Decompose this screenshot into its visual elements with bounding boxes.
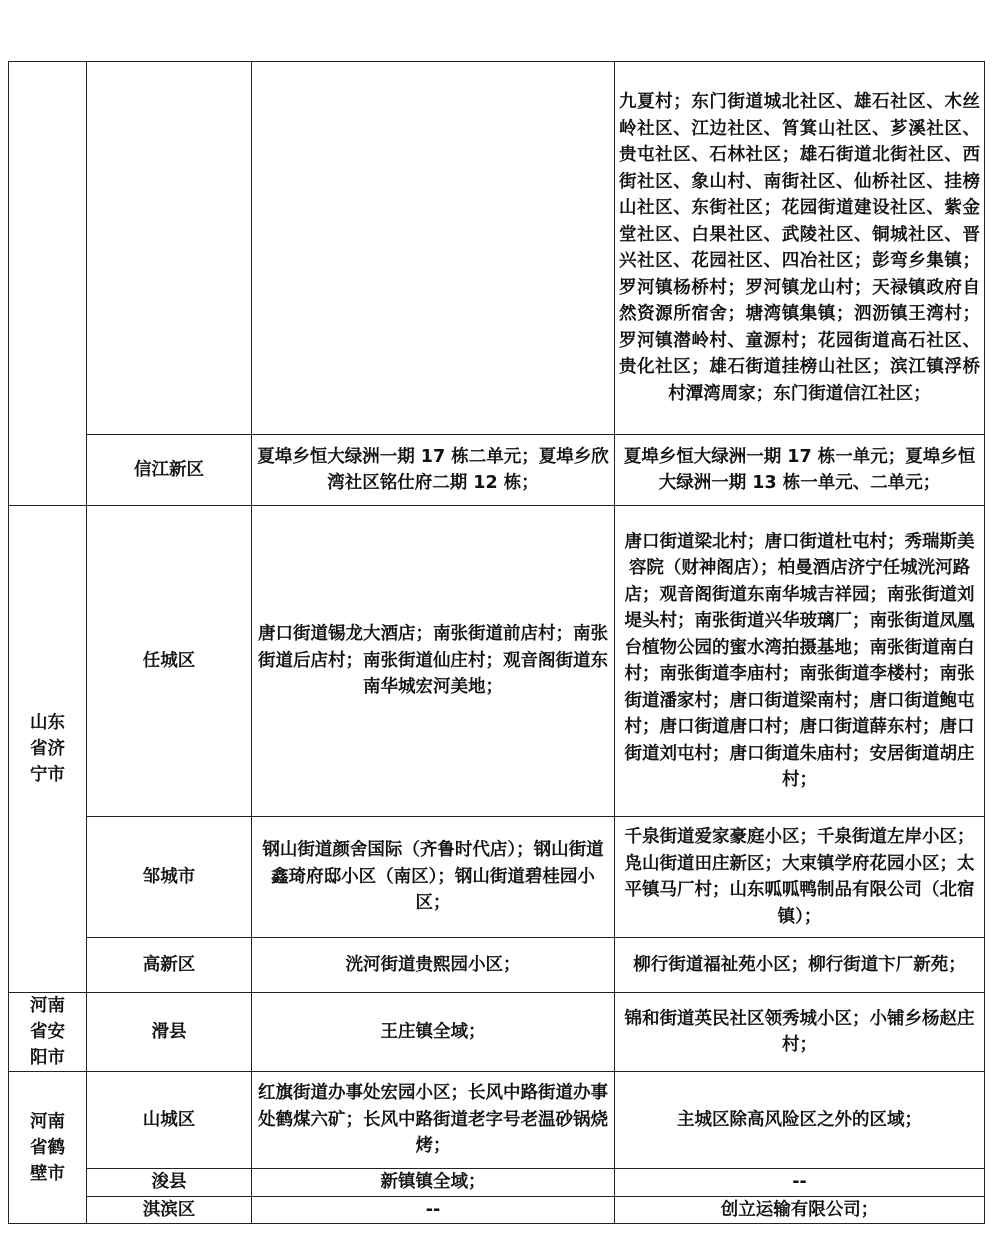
table-row <box>9 62 985 435</box>
district-cell: 淇滨区 <box>87 1196 252 1224</box>
table-row <box>9 1196 985 1224</box>
table-row <box>9 817 985 938</box>
district-cell: 邹城市 <box>87 817 252 938</box>
table-row <box>9 435 985 506</box>
risk-area-table <box>8 61 985 1224</box>
high-risk-cell: 夏埠乡恒大绿洲一期 17 栋二单元；夏埠乡欣湾社区铭仕府二期 12 栋； <box>252 435 615 506</box>
high-risk-cell: 王庄镇全域； <box>252 993 615 1072</box>
medium-risk-cell: 夏埠乡恒大绿洲一期 17 栋一单元；夏埠乡恒大绿洲一期 13 栋一单元、二单元； <box>615 435 985 506</box>
medium-risk-cell: 创立运输有限公司； <box>615 1196 985 1224</box>
medium-risk-cell: 九夏村；东门街道城北社区、雄石社区、木丝岭社区、江边社区、筲箕山社区、芗溪社区、贵屯社区、石林社区；雄石街道北街社区、西街社区、象山村、南街社区、仙桥社区、挂榜山社区、东街社区；花园街道建设社区、紫金堂社区、白果社区、武陵社区、铜城社区、晋兴社区、花园社区、四冶社区；彭弯乡集镇；罗河镇杨桥村；罗河镇龙山村；天禄镇政府自然资源所宿舍；塘湾镇集镇；泗沥镇王湾村；罗河镇潜岭村、童源村；花园街道高石社区、贵化社区；雄石街道挂榜山社区；滨江镇浮桥村潭湾周家；东门街道信江社区； <box>615 62 985 435</box>
table-row <box>9 993 985 1072</box>
high-risk-cell <box>252 62 615 435</box>
medium-risk-cell: -- <box>615 1169 985 1197</box>
table-row <box>9 938 985 993</box>
high-risk-cell: 红旗街道办事处宏园小区；长风中路街道办事处鹤煤六矿；长风中路街道老字号老温砂锅烧烤； <box>252 1072 615 1169</box>
table-row <box>9 1169 985 1197</box>
table-row <box>9 1072 985 1169</box>
high-risk-cell: 新镇镇全域； <box>252 1169 615 1197</box>
medium-risk-cell: 唐口街道梁北村；唐口街道杜屯村；秀瑞斯美容院（财神阁店）；柏曼酒店济宁任城洸河路店；观音阁街道东南华城吉祥园；南张街道刘堤头村；南张街道兴华玻璃厂；南张街道凤凰台植物公园的蜜水湾拍摄基地；南张街道南白村；南张街道李庙村；南张街道李楼村；南张街道潘家村；唐口街道梁南村；唐口街道鲍屯村；唐口街道唐口村；唐口街道薛东村；唐口街道刘屯村；唐口街道朱庙村；安居街道胡庄村； <box>615 506 985 817</box>
medium-risk-cell: 主城区除高风险区之外的区域； <box>615 1072 985 1169</box>
district-cell: 山城区 <box>87 1072 252 1169</box>
province-cell <box>9 62 87 506</box>
province-cell: 河南省鹤壁市 <box>9 1072 87 1224</box>
district-cell: 滑县 <box>87 993 252 1072</box>
high-risk-cell: 唐口街道锡龙大酒店；南张街道前店村；南张街道后店村；南张街道仙庄村；观音阁街道东南华城宏河美地； <box>252 506 615 817</box>
high-risk-cell: 洸河街道贵熙园小区； <box>252 938 615 993</box>
medium-risk-cell: 柳行街道福祉苑小区；柳行街道卞厂新苑； <box>615 938 985 993</box>
table-row <box>9 506 985 817</box>
medium-risk-cell: 锦和街道英民社区领秀城小区；小铺乡杨赵庄村； <box>615 993 985 1072</box>
medium-risk-cell: 千泉街道爱家豪庭小区；千泉街道左岸小区；凫山街道田庄新区；大束镇学府花园小区；太平镇马厂村；山东呱呱鸭制品有限公司（北宿镇）； <box>615 817 985 938</box>
district-cell: 高新区 <box>87 938 252 993</box>
province-cell: 山东省济宁市 <box>9 506 87 993</box>
high-risk-cell: -- <box>252 1196 615 1224</box>
province-cell: 河南省安阳市 <box>9 993 87 1072</box>
district-cell: 任城区 <box>87 506 252 817</box>
district-cell: 浚县 <box>87 1169 252 1197</box>
district-cell: 信江新区 <box>87 435 252 506</box>
high-risk-cell: 钢山街道颜舍国际（齐鲁时代店）；钢山街道鑫琦府邸小区（南区）；钢山街道碧桂园小区； <box>252 817 615 938</box>
district-cell <box>87 62 252 435</box>
